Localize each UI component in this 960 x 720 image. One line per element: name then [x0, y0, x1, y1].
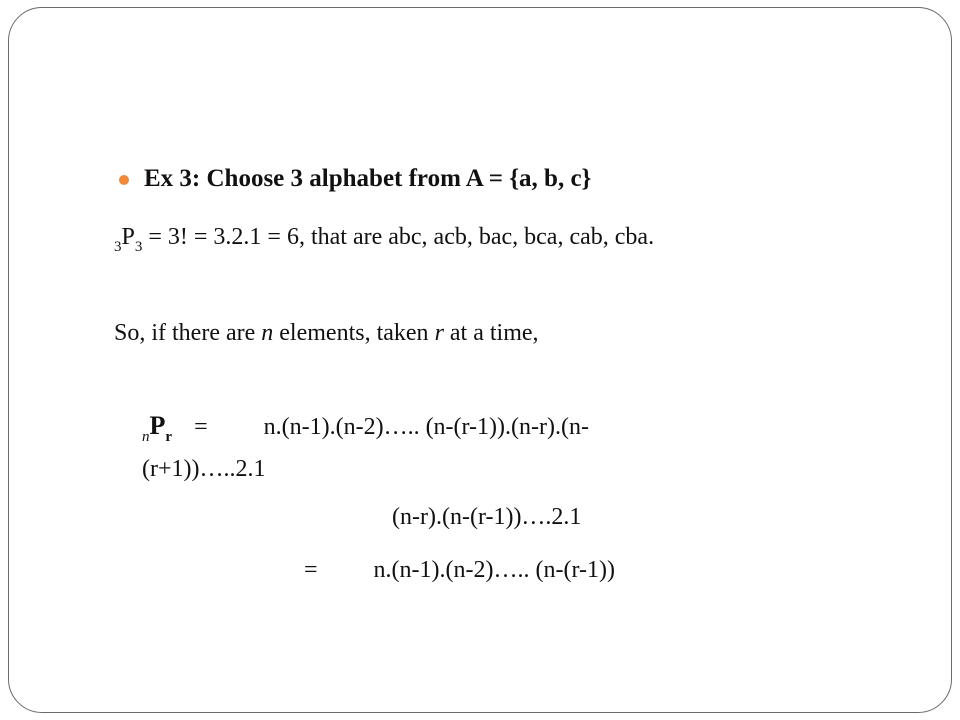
- formula-line-1: [142, 412, 589, 444]
- bullet-dot: [119, 175, 129, 185]
- formula-post-subscript: r: [165, 429, 173, 445]
- general-statement: [114, 319, 539, 347]
- formula-result: n.(n-1).(n-2)….. (n-(r-1)): [373, 557, 615, 583]
- pre-subscript: 3: [114, 239, 122, 255]
- formula-numerator-line-2: (r+1))…..2.1: [142, 456, 266, 482]
- statement-part-2: elements, taken: [273, 320, 435, 346]
- statement-part-3: at a time,: [443, 320, 539, 346]
- formula-numerator-1: n.(n-1).(n-2)….. (n-(r-1)).(n-r).(n-: [263, 414, 589, 440]
- formula-result-line: [304, 556, 615, 584]
- statement-part-1: So, if there are: [114, 320, 262, 346]
- post-subscript: 3: [134, 239, 143, 255]
- formula-equals: =: [194, 414, 208, 440]
- variable-r: r: [434, 320, 444, 346]
- result-equals: =: [304, 557, 318, 583]
- formula-denominator: (n-r).(n-(r-1))….2.1: [392, 504, 582, 530]
- permutation-example-line: [114, 223, 654, 254]
- formula-symbol: P: [149, 411, 166, 440]
- slide-frame: [8, 7, 952, 713]
- perm-symbol: P: [121, 224, 135, 250]
- example-title: Ex 3: Choose 3 alphabet from A = {a, b, c}: [144, 165, 592, 192]
- formula-pre-subscript: n: [142, 429, 150, 445]
- variable-n: n: [261, 320, 274, 346]
- perm-result-text: = 3! = 3.2.1 = 6, that are abc, acb, bac, bca, cab, cba.: [142, 224, 655, 250]
